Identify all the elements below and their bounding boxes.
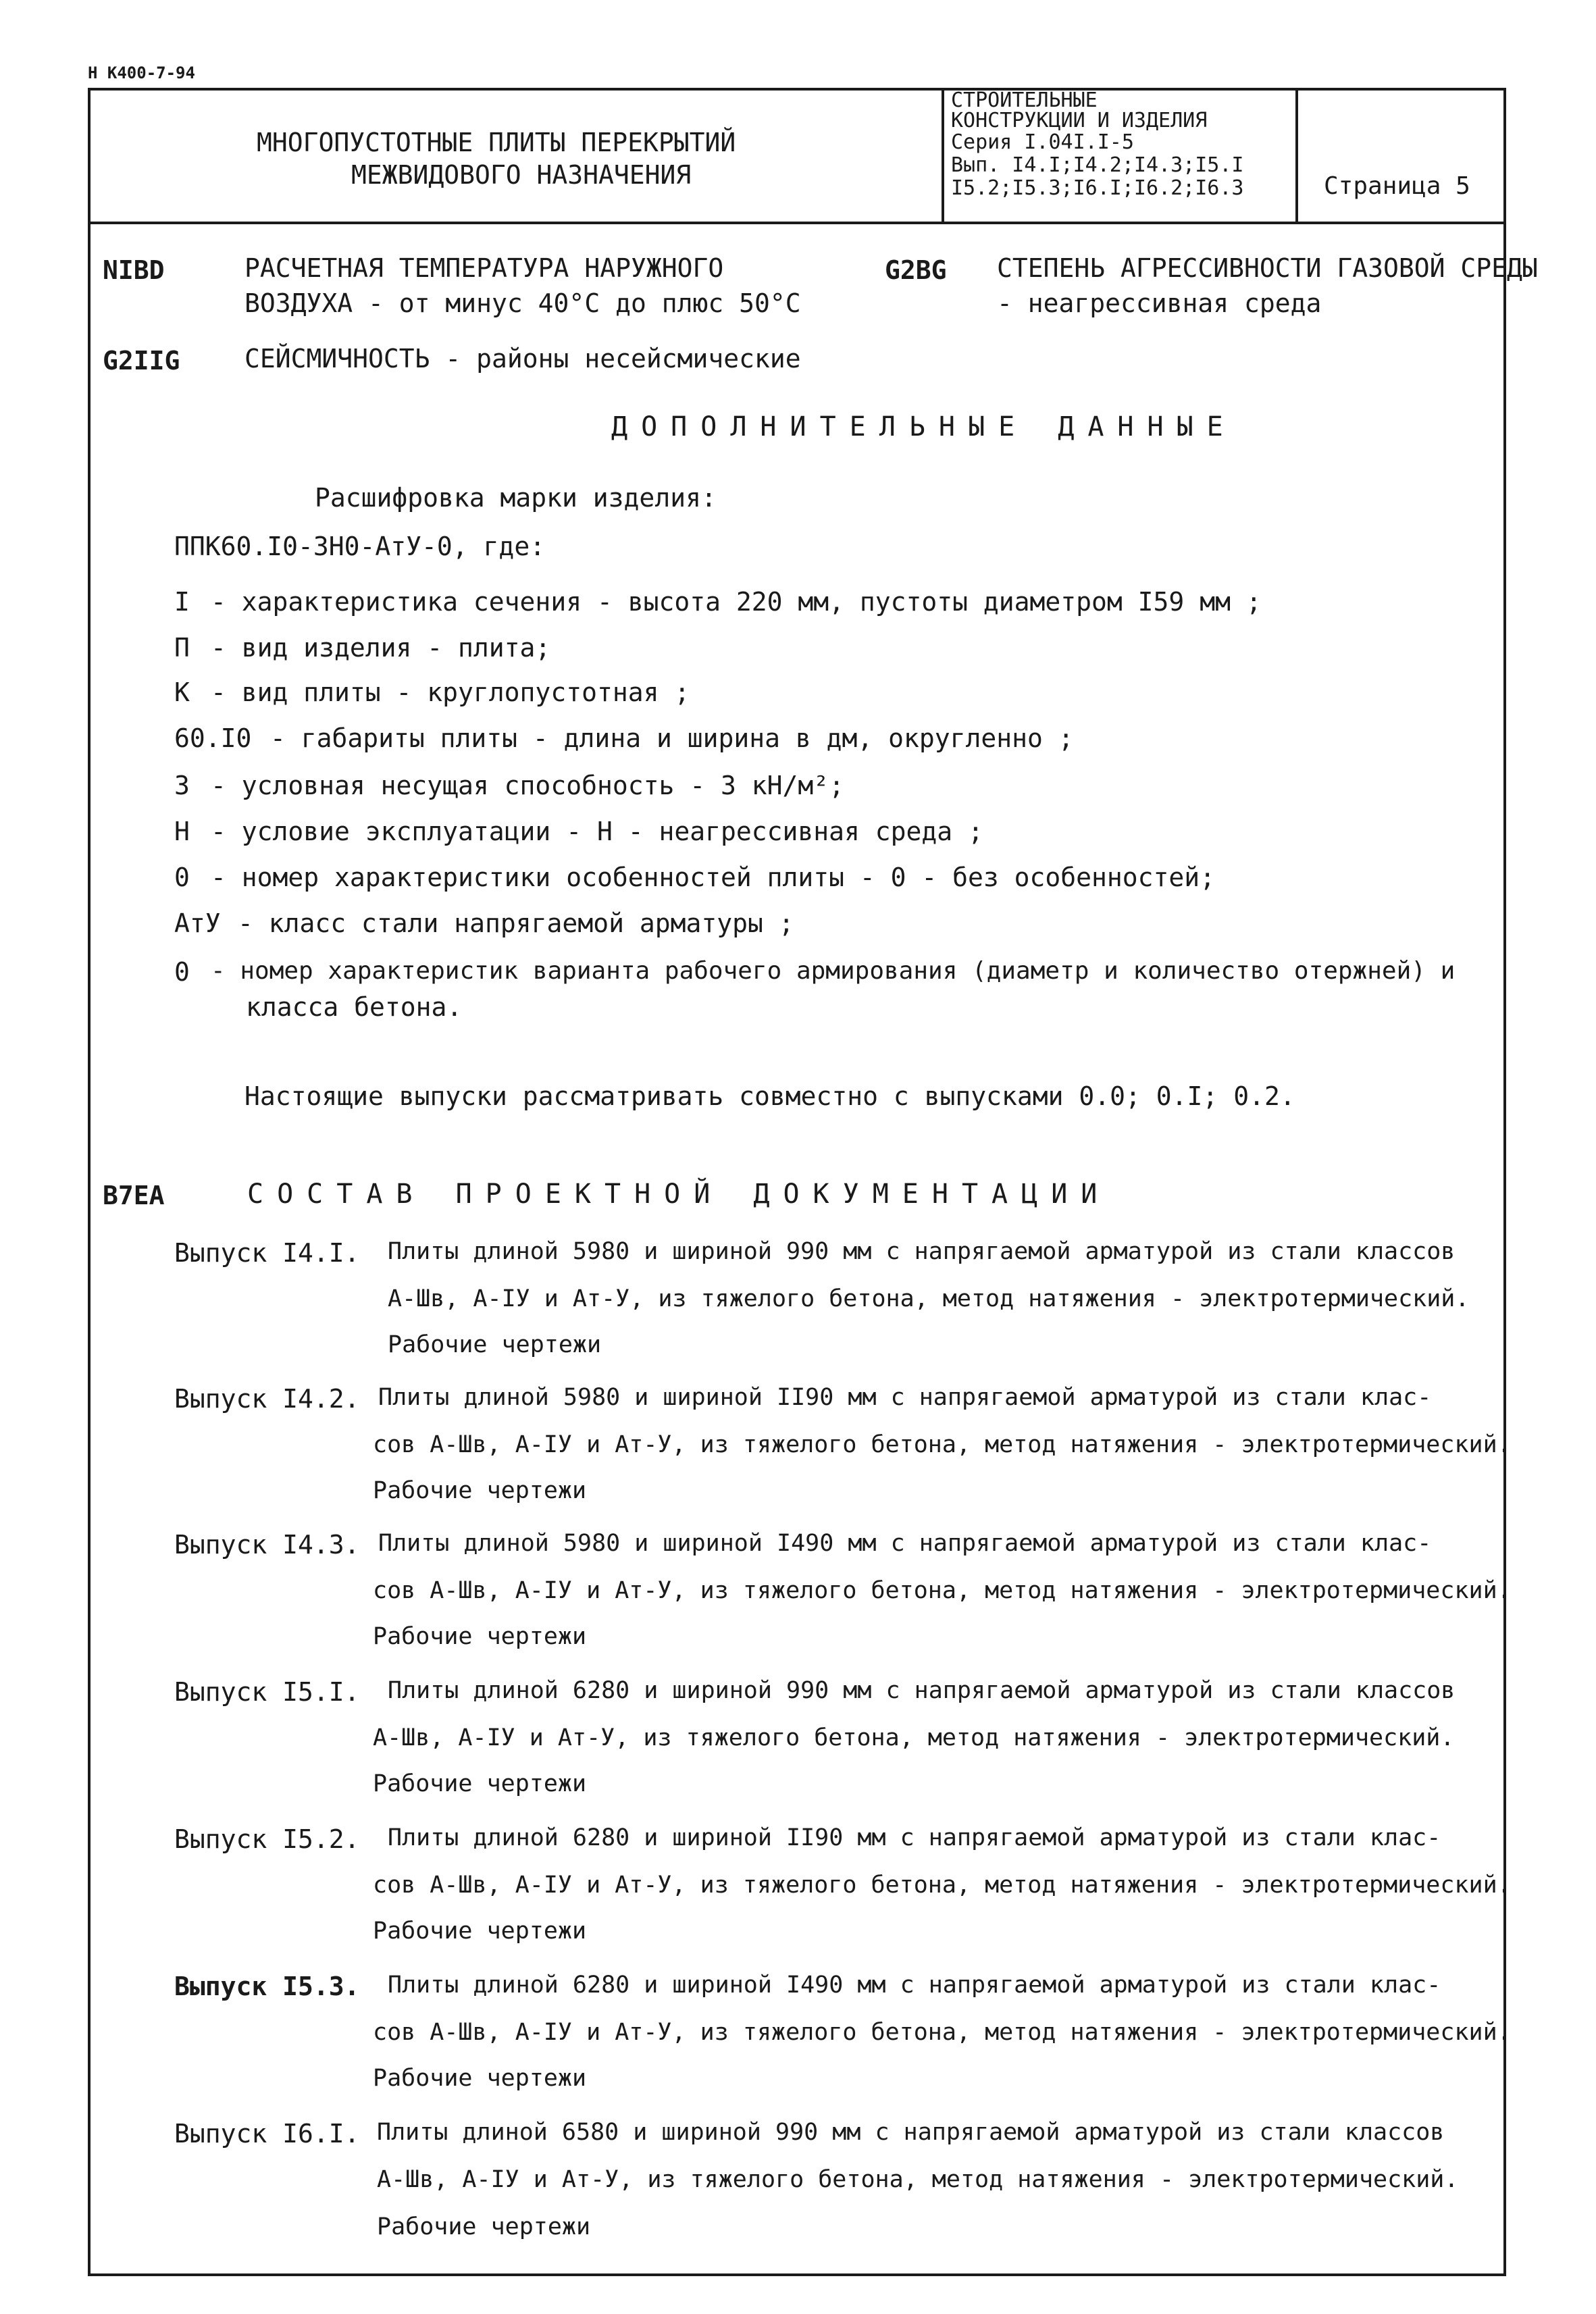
decode-key-8: АтУ (174, 908, 221, 938)
issue-line3-6: Рабочие чертежи (373, 2065, 587, 2092)
issue-label-1: Выпуск I4.I. (174, 1238, 360, 1268)
issue-line3-7: Рабочие чертежи (377, 2213, 591, 2240)
issue-line2-2: сов А-Шв, А-IУ и Ат-У, из тяжелого бетона, метод натяжения - электротермический. (373, 1431, 1512, 1458)
header-series-line3: Серия I.04I.I-5 (951, 130, 1134, 154)
param-temperature-line1: РАСЧЕТНАЯ ТЕМПЕРАТУРА НАРУЖНОГО (244, 253, 724, 283)
decode-title: Расшифровка марки изделия: (315, 483, 717, 513)
param-code-g2bg: G2BG (885, 255, 947, 285)
issue-label-6: Выпуск I5.3. (174, 1972, 360, 2001)
decode-val-8: - класс стали напрягаемой арматуры ; (238, 908, 794, 938)
header-series-line4: Вып. I4.I;I4.2;I4.3;I5.I (951, 153, 1244, 177)
page-number-label: Страница 5 (1324, 172, 1470, 200)
issue-line2-6: сов А-Шв, А-IУ и Ат-У, из тяжелого бетона, метод натяжения - электротермический. (373, 2019, 1512, 2046)
issue-line1-1: Плиты длиной 5980 и шириной 990 мм с напрягаемой арматурой из стали классов (388, 1238, 1456, 1265)
decode-key-6: Н (174, 817, 190, 846)
issue-label-4: Выпуск I5.I. (174, 1677, 360, 1707)
joint-issues-note: Настоящие выпуски рассматривать совместно с выпусками 0.0; 0.I; 0.2. (244, 1081, 1295, 1111)
issue-label-7: Выпуск I6.I. (174, 2119, 360, 2149)
issue-line2-5: сов А-Шв, А-IУ и Ат-У, из тяжелого бетона, метод натяжения - электротермический. (373, 1872, 1512, 1899)
composition-code: B7EA (103, 1181, 165, 1210)
header-title-line2: МЕЖВИДОВОГО НАЗНАЧЕНИЯ (351, 160, 692, 190)
additional-data-heading: ДОПОЛНИТЕЛЬНЫЕ ДАННЫЕ (611, 411, 1237, 442)
issue-line2-4: А-Шв, А-IУ и Ат-У, из тяжелого бетона, метод натяжения - электротермический. (373, 1724, 1455, 1751)
decode-val-9-cont: класса бетона. (246, 992, 463, 1022)
issue-line3-2: Рабочие чертежи (373, 1477, 587, 1504)
issue-line3-3: Рабочие чертежи (373, 1623, 587, 1650)
decode-val-7: - номер характеристики особенностей плиты - 0 - без особенностей; (211, 863, 1216, 892)
decode-val-4: - габариты плиты - длина и ширина в дм, округленно ; (270, 723, 1074, 753)
decode-val-2: - вид изделия - плита; (211, 633, 551, 663)
header-series-line1: СТРОИТЕЛЬНЫЕ (951, 88, 1098, 112)
header-series-line2: КОНСТРУКЦИИ И ИЗДЕЛИЯ (951, 109, 1208, 132)
issue-line3-1: Рабочие чертежи (388, 1331, 602, 1358)
header-title-line1: МНОГОПУСТОТНЫЕ ПЛИТЫ ПЕРЕКРЫТИЙ (257, 128, 736, 157)
issue-line1-4: Плиты длиной 6280 и шириной 990 мм с напрягаемой арматурой из стали классов (388, 1677, 1456, 1704)
decode-key-1: I (174, 587, 190, 617)
decode-val-6: - условие эксплуатации - Н - неагрессивная среда ; (211, 817, 983, 846)
issue-line3-5: Рабочие чертежи (373, 1918, 587, 1945)
param-code-g2iig: G2IIG (103, 346, 180, 376)
param-temperature-line2: ВОЗДУХА - от минус 40°С до плюс 50°С (244, 288, 801, 318)
decode-val-9: - номер характеристик варианта рабочего армирования (диаметр и количество отержней) и (211, 957, 1456, 985)
issue-line1-3: Плиты длиной 5980 и шириной I490 мм с напрягаемой арматурой из стали клас- (378, 1530, 1432, 1557)
decode-val-1: - характеристика сечения - высота 220 мм, пустоты диаметром I59 мм ; (211, 587, 1262, 617)
decode-val-5: - условная несущая способность - 3 кН/м²; (211, 771, 844, 800)
decode-key-9: 0 (174, 957, 190, 987)
issue-line3-4: Рабочие чертежи (373, 1770, 587, 1797)
issue-line2-3: сов А-Шв, А-IУ и Ат-У, из тяжелого бетона, метод натяжения - электротермический. (373, 1577, 1512, 1604)
param-aggressiveness-line1: СТЕПЕНЬ АГРЕССИВНОСТИ ГАЗОВОЙ СРЕДЫ (997, 253, 1538, 283)
issue-line1-5: Плиты длиной 6280 и шириной II90 мм с напрягаемой арматурой из стали клас- (388, 1824, 1441, 1851)
decode-key-5: 3 (174, 771, 190, 800)
issue-line2-1: А-Шв, А-IУ и Ат-У, из тяжелого бетона, метод натяжения - электротермический. (388, 1285, 1470, 1312)
param-code-nibd: NIBD (103, 255, 165, 285)
param-aggressiveness-line2: - неагрессивная среда (997, 288, 1322, 318)
param-seismicity: СЕЙСМИЧНОСТЬ - районы несейсмические (244, 344, 801, 374)
issue-label-3: Выпуск I4.3. (174, 1530, 360, 1560)
issue-line2-7: А-Шв, А-IУ и Ат-У, из тяжелого бетона, метод натяжения - электротермический. (377, 2166, 1459, 2193)
issue-label-5: Выпуск I5.2. (174, 1824, 360, 1854)
decode-key-2: П (174, 633, 190, 663)
issue-label-2: Выпуск I4.2. (174, 1384, 360, 1414)
decode-val-3: - вид плиты - круглопустотная ; (211, 677, 690, 707)
decode-key-4: 60.I0 (174, 723, 252, 753)
header-bottom-rule (88, 222, 1506, 224)
issue-line1-6: Плиты длиной 6280 и шириной I490 мм с напрягаемой арматурой из стали клас- (388, 1972, 1441, 1999)
document-id: Н К400-7-94 (88, 63, 195, 82)
issue-line1-2: Плиты длиной 5980 и шириной II90 мм с напрягаемой арматурой из стали клас- (378, 1384, 1432, 1411)
decode-key-7: 0 (174, 863, 190, 892)
header-series-line5: I5.2;I5.3;I6.I;I6.2;I6.3 (951, 176, 1244, 200)
issue-line1-7: Плиты длиной 6580 и шириной 990 мм с напрягаемой арматурой из стали классов (377, 2119, 1445, 2146)
decode-key-3: К (174, 677, 190, 707)
composition-heading: СОСТАВ ПРОЕКТНОЙ ДОКУМЕНТАЦИИ (247, 1179, 1111, 1210)
header-divider-1 (942, 88, 944, 223)
product-mark: ППК60.I0-3Н0-АтУ-0, где: (174, 532, 546, 561)
header-divider-2 (1295, 88, 1298, 223)
